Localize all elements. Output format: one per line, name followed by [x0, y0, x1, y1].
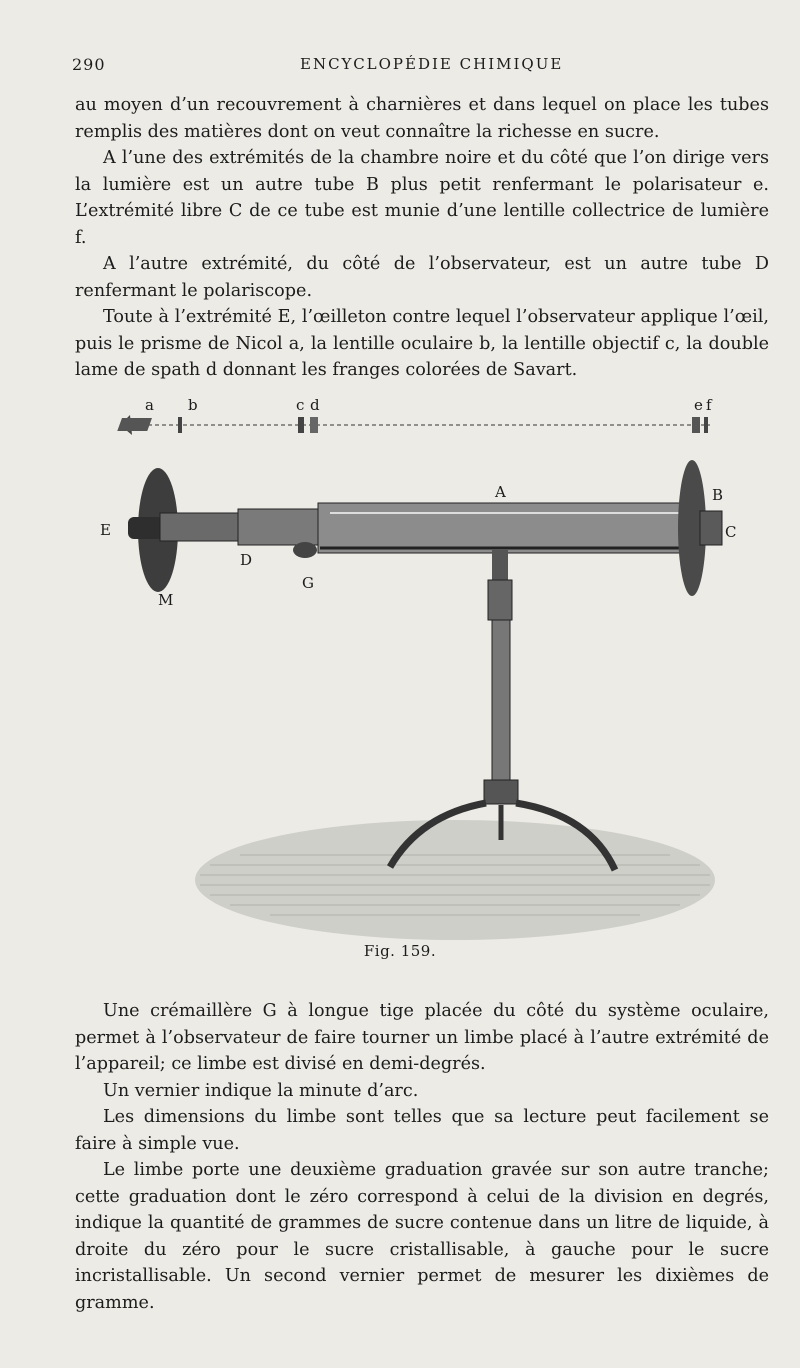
spath-plate — [310, 417, 318, 433]
stand-base — [484, 780, 518, 804]
text-block-top — [75, 92, 769, 384]
label-a: a — [145, 396, 154, 414]
label-B: B — [712, 486, 724, 504]
running-title: ENCYCLOPÉDIE CHIMIQUE — [300, 55, 564, 73]
label-A: A — [495, 483, 506, 501]
eyecup — [128, 517, 164, 539]
paragraph: Les dimensions du limbe sont telles que sa lecture peut facilement se faire à simple vue. — [75, 1107, 769, 1154]
eyepiece-tube — [160, 513, 240, 541]
collector-lens — [704, 417, 708, 433]
label-e: e — [694, 396, 703, 414]
paragraph: A l’autre extrémité, du côté de l’observateur, est un autre tube D renfermant le polariscope. — [75, 254, 769, 301]
tube-A — [318, 503, 688, 553]
paragraph: A l’une des extrémités de la chambre noire et du côté que l’on dirige vers la lumière est un autre tube B plus petit renfermant le polarisateur e. L’extrémité libre C de ce tube est munie d’une lentille collectrice de lumière f. — [75, 148, 769, 248]
eyepiece-lens — [178, 417, 182, 433]
paragraph: Une crémaillère G à longue tige placée du côté du système oculaire, permet à l’observateur de faire tourner un limbe placé à l’autre extrémité de l’appareil; ce limbe est divisé en demi-degrés. — [75, 1001, 769, 1074]
polarimeter-figure — [100, 385, 780, 945]
label-M: M — [158, 591, 174, 609]
text-block-bottom — [75, 998, 769, 1316]
label-G: G — [302, 574, 314, 592]
label-b: b — [188, 396, 198, 414]
figure-caption: Fig. 159. — [363, 942, 437, 960]
stand-fork — [492, 550, 508, 580]
base-shadow — [195, 820, 715, 940]
polarizer — [692, 417, 700, 433]
objective-lens — [298, 417, 304, 433]
paragraph: au moyen d’un recouvrement à charnières et dans lequel on place les tubes remplis des matières dont on veut connaître la richesse en sucre. — [75, 95, 769, 142]
tube-D — [238, 509, 318, 545]
rack-knob-G — [293, 542, 317, 558]
page-header — [72, 55, 760, 79]
label-C: C — [725, 523, 737, 541]
paragraph: Le limbe porte une deuxième graduation gravée sur son autre tranche; cette graduation dont le zéro correspond à celui de la division en degrés, indique la quantité de grammes de sucre contenue dans un litre de liquide, à droite du zéro pour le sucre cristallisable, à gauche pour le sucre incristallisable. Un second vernier permet de mesurer les dixièmes de gramme. — [75, 1160, 769, 1313]
label-f: f — [706, 396, 712, 414]
label-c: c — [296, 396, 305, 414]
page-number: 290 — [72, 55, 106, 74]
label-d: d — [310, 396, 320, 414]
stand-column — [492, 620, 510, 780]
paragraph: Un vernier indique la minute d’arc. — [103, 1080, 419, 1101]
paragraph: Toute à l’extrémité E, l’œilleton contre lequel l’observateur applique l’œil, puis le prisme de Nicol a, la lentille oculaire b, la lentille objectif c, la double lame de spath d donnant les franges colorées de Savart. — [75, 307, 769, 380]
stand-collar — [488, 580, 512, 620]
label-D: D — [240, 551, 253, 569]
label-E: E — [100, 521, 111, 539]
polarimeter-illustration — [100, 385, 780, 945]
nicol-prism — [117, 418, 152, 431]
tube-B — [700, 511, 722, 545]
